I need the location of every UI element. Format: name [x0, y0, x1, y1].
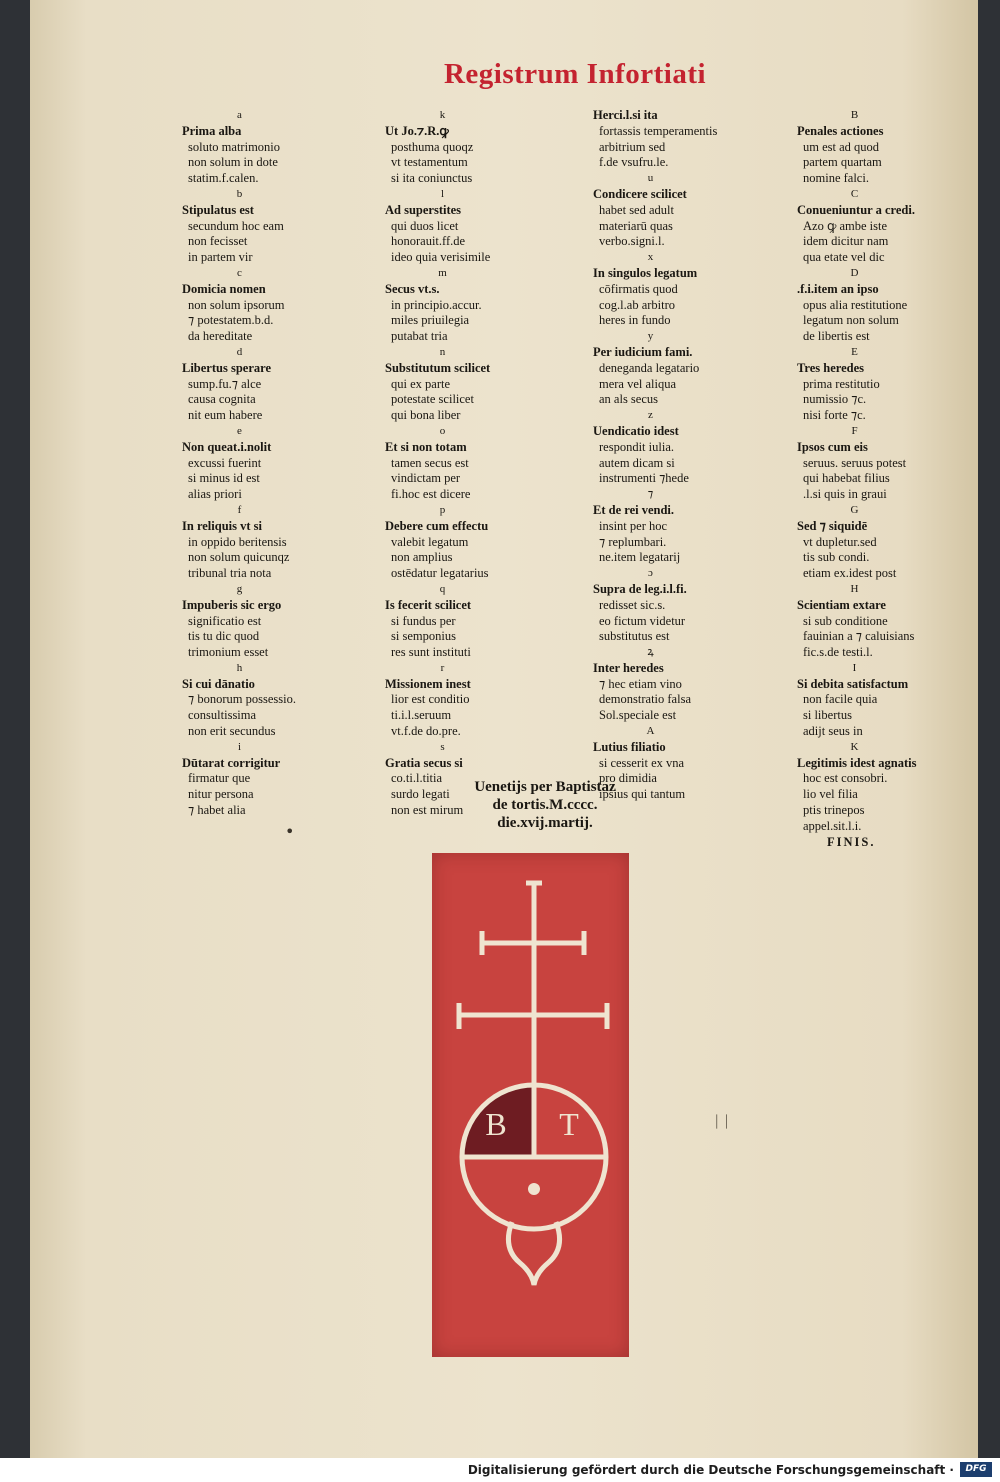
register-entry-line: Prima alba — [182, 123, 242, 138]
register-entry — [182, 661, 357, 740]
register-entry-line: eo fictum videtur — [599, 613, 686, 628]
register-entry-line: nomine falci. — [803, 171, 869, 186]
register-entry-letter: I — [852, 661, 857, 674]
register-entry-line: Stipulatus est — [182, 202, 254, 217]
register-entry-line: posthuma quoqz — [391, 139, 474, 154]
register-entry-letter: C — [850, 187, 859, 200]
register-entry — [797, 266, 972, 345]
register-entry-letter: k — [439, 109, 446, 121]
register-entry-line: Condicere scilicet — [593, 186, 687, 201]
register-entry-line: Herci.l.si ita — [593, 108, 658, 122]
register-entry-line: nit eum habere — [188, 408, 263, 423]
register-entry-line: partem quartam — [803, 155, 882, 170]
register-entry-line: Si debita satisfactum — [797, 676, 909, 691]
register-entry-line: lior est conditio — [391, 692, 470, 707]
register-entry-letter: y — [647, 330, 654, 343]
register-entry-line: Ipsos cum eis — [797, 439, 868, 454]
register-entry-line: arbitrium sed — [599, 139, 666, 154]
register-entry-letter: o — [439, 424, 446, 437]
register-entry-letter: r — [440, 661, 445, 674]
register-entry — [797, 582, 972, 661]
register-entry-line: hoc est consobri. — [803, 771, 888, 786]
register-entry-line: valebit legatum — [391, 534, 469, 549]
book-page — [30, 0, 978, 1458]
register-entry-line: vindictam per — [391, 471, 461, 486]
register-entry-line: .f.i.item an ipso — [797, 281, 879, 296]
register-entry — [797, 740, 972, 835]
register-entry-line: cog.l.ab arbitro — [599, 297, 676, 312]
register-entry-line: non erit secundus — [188, 724, 276, 739]
register-entry-line: ptis trinepos — [803, 803, 865, 818]
register-entry-line: In singulos legatum — [593, 265, 698, 280]
register-column-2 — [385, 108, 560, 819]
register-entry-line: substitutus est — [599, 629, 670, 644]
register-entry — [797, 187, 972, 266]
register-entry-letter: e — [237, 424, 242, 437]
register-entry — [385, 424, 560, 503]
register-entry-line: idem dicitur nam — [803, 234, 889, 249]
register-entry — [385, 582, 560, 661]
register-entry-line: respondit iulia. — [599, 439, 674, 454]
register-entry-letter: i — [237, 740, 242, 753]
register-entry-line: statim.f.calen. — [188, 171, 259, 186]
register-entry-line: fic.s.de testi.l. — [803, 645, 873, 660]
register-entry-letter: u — [647, 172, 654, 185]
register-entry-letter: x — [647, 251, 654, 264]
register-entry — [797, 345, 972, 424]
register-entry-letter: p — [439, 503, 446, 516]
register-entry-line: firmatur que — [188, 771, 251, 786]
register-entry-letter: m — [438, 266, 447, 279]
register-entry-line: ostēdatur legatarius — [391, 566, 489, 581]
register-entry — [182, 740, 357, 819]
register-entry-line: sump.fu.⁊ alce — [188, 376, 262, 391]
register-entry-line: si semponius — [391, 629, 456, 644]
register-entry — [182, 266, 357, 345]
register-entry-line: ⁊ hec etiam vino — [599, 676, 682, 691]
register-entry-line: vt.f.de do.pre. — [391, 724, 461, 739]
colophon-line: die.xvij.martij. — [497, 815, 593, 831]
register-entry-line: ⁊ potestatem.b.d. — [188, 313, 274, 328]
register-entry-line: Ut Jo.⁊.R.ꝙ — [385, 123, 449, 138]
funding-notice: Digitalisierung gefördert durch die Deutsche Forschungsgemeinschaft · — [467, 1463, 954, 1477]
register-entry-line: si sub conditione — [803, 613, 888, 628]
register-entry-line: mera vel aliqua — [599, 376, 677, 391]
register-entry — [385, 108, 560, 187]
register-entry-letter: s — [440, 740, 445, 753]
register-entry — [797, 424, 972, 503]
register-entry-line: non solum in dote — [188, 155, 278, 170]
register-entry-line: f.de vsufru.le. — [599, 155, 669, 170]
register-entry-line: redisset sic.s. — [599, 597, 666, 612]
register-entry-line: surdo legati — [391, 787, 450, 802]
register-entry-letter: H — [850, 582, 859, 595]
register-entry-letter: G — [850, 503, 859, 516]
register-entry-line: Si cui dānatio — [182, 676, 255, 691]
register-entry-line: Per iudicium fami. — [593, 344, 693, 359]
register-entry-line: seruus. seruus potest — [803, 455, 907, 470]
register-entry-line: tis tu dic quod — [188, 629, 260, 644]
register-entry-line: Uendicatio idest — [593, 423, 679, 438]
register-entry — [593, 645, 768, 724]
printers-mark — [432, 853, 629, 1357]
register-entry-line: Supra de leg.i.l.fi. — [593, 581, 687, 596]
register-entry-letter: a — [237, 109, 242, 121]
register-entry-line: appel.sit.l.i. — [803, 818, 862, 833]
register-entry-line: Is fecerit scilicet — [385, 597, 472, 612]
register-entry — [593, 250, 768, 329]
register-entry-line: vt dupletur.sed — [803, 534, 877, 549]
register-entry-line: non facile quia — [803, 692, 878, 707]
colophon-line: Uenetijs per Baptistaz — [474, 779, 616, 795]
register-entry-line: Sol.speciale est — [599, 708, 677, 723]
register-entry-line: non solum quicunqz — [188, 550, 290, 565]
register-entry-line: qua etate vel dic — [803, 250, 885, 265]
register-entry-line: opus alia restitutione — [803, 297, 908, 312]
register-entry-line: si ita coniunctus — [391, 171, 473, 186]
register-entry-line: Libertus sperare — [182, 360, 271, 375]
register-entry-letter: g — [236, 582, 243, 595]
register-entry-line: putabat tria — [391, 329, 448, 344]
register-entry — [385, 661, 560, 740]
colophon — [435, 778, 655, 832]
register-entry-letter: d — [236, 345, 243, 358]
register-entry — [182, 345, 357, 424]
register-entry-line: ipsius qui tantum — [599, 787, 686, 802]
register-entry — [385, 345, 560, 424]
register-entry — [593, 171, 768, 250]
register-entry-letter: ⁊ — [647, 488, 654, 501]
finis-mark: FINIS. — [827, 834, 876, 849]
register-entry — [593, 108, 768, 171]
register-entry — [797, 503, 972, 582]
dfg-logo: DFG — [960, 1462, 992, 1477]
register-entry-line: Penales actiones — [797, 123, 884, 138]
register-entry — [797, 108, 972, 187]
register-entry-line: da hereditate — [188, 329, 253, 344]
register-entry-line: cōfirmatis quod — [599, 281, 678, 296]
register-entry-line: pro dimidia — [599, 771, 657, 786]
register-entry-line: Et si non totam — [385, 439, 467, 454]
register-entry-line: trimonium esset — [188, 645, 269, 660]
register-entry-line: Inter heredes — [593, 660, 664, 675]
register-entry-line: Lutius filiatio — [593, 739, 666, 754]
register-entry-line: instrumenti ⁊hede — [599, 471, 689, 486]
register-entry-line: materiarū quas — [599, 218, 673, 233]
register-entry-line: In reliquis vt si — [182, 518, 262, 533]
register-column-4 — [797, 108, 972, 850]
register-entry-line: numissio ⁊c. — [803, 392, 867, 407]
register-entry-line: qui habebat filius — [803, 471, 890, 486]
register-entry-line: prima restitutio — [803, 376, 880, 391]
register-entry-line: miles priuilegia — [391, 313, 470, 328]
register-entry — [182, 582, 357, 661]
register-entry-line: tamen secus est — [391, 455, 469, 470]
register-entry-line: nisi forte ⁊c. — [803, 408, 866, 423]
register-entry-letter: F — [851, 424, 858, 437]
register-entry-line: demonstratio falsa — [599, 692, 691, 707]
register-entry-line: Debere cum effectu — [385, 518, 489, 533]
register-entry-line: ti.i.l.seruum — [391, 708, 452, 723]
register-entry-line: .l.si quis in graui — [803, 487, 887, 502]
register-entry-letter: q — [439, 582, 446, 595]
register-entry-letter: E — [851, 345, 858, 358]
printers-mark-device — [432, 853, 629, 1357]
register-entry-line: Sed ⁊ siquidē — [797, 518, 868, 533]
register-entry-line: fi.hoc est dicere — [391, 487, 471, 502]
register-entry-line: excussi fuerint — [188, 455, 262, 470]
register-entry — [182, 503, 357, 582]
register-entry-line: ⁊ habet alia — [188, 803, 246, 818]
register-entry-line: etiam ex.idest post — [803, 566, 897, 581]
register-entry-line: legatum non solum — [803, 313, 899, 328]
register-entry-line: ⁊ bonorum possessio. — [188, 692, 296, 707]
register-entry-line: qui ex parte — [391, 376, 451, 391]
register-entry-line: adijt seus in — [803, 724, 863, 739]
register-entry-letter: ꝝ — [647, 646, 654, 659]
register-entry-letter: f — [237, 503, 242, 516]
register-entry-line: si libertus — [803, 708, 852, 723]
register-entry-line: in partem vir — [188, 250, 253, 265]
register-entry-line: non fecisset — [188, 234, 248, 249]
register-entry-line: lio vel filia — [803, 787, 858, 802]
register-entry-line: honorauit.ff.de — [391, 234, 466, 249]
register-entry-letter: n — [439, 345, 446, 358]
register-entry-line: autem dicam si — [599, 455, 675, 470]
register-entry-line: ideo quia verisimile — [391, 250, 491, 265]
register-column-3 — [593, 108, 768, 803]
register-entry-letter: K — [850, 740, 859, 753]
register-entry — [593, 566, 768, 645]
register-entry-letter: ɔ — [648, 567, 653, 580]
register-entry — [593, 408, 768, 487]
printers-mark-initial-right: T — [559, 1106, 579, 1142]
register-entry-line: si cesserit ex vna — [599, 755, 685, 770]
register-entry-line: potestate scilicet — [391, 392, 474, 407]
register-entry-line: Impuberis sic ergo — [182, 597, 282, 612]
register-entry-line: in oppido beritensis — [188, 534, 287, 549]
register-entry-line: ⁊ replumbari. — [599, 534, 667, 549]
register-entry-line: Et de rei vendi. — [593, 502, 675, 517]
register-entry-line: deneganda legatario — [599, 360, 700, 375]
ink-mark: ᛁᛁ — [712, 1112, 732, 1131]
register-entry — [797, 661, 972, 740]
page-title: Registrum Infortiati — [443, 58, 707, 90]
register-entry-line: Gratia secus si — [385, 755, 463, 770]
register-entry-line: fauinian a ⁊ caluisians — [803, 629, 915, 644]
register-entry-line: alias priori — [188, 487, 242, 502]
register-entry-letter: z — [648, 409, 653, 422]
register-entry — [182, 108, 357, 187]
register-entry-line: um est ad quod — [803, 139, 880, 154]
register-entry-line: Secus vt.s. — [385, 281, 440, 296]
register-entry-line: Legitimis idest agnatis — [797, 755, 917, 770]
register-entry-line: de libertis est — [803, 329, 870, 344]
register-entry-line: co.ti.l.titia — [391, 771, 443, 786]
printers-mark-initial-left: B — [485, 1106, 507, 1142]
register-entry-line: in principio.accur. — [391, 297, 482, 312]
register-entry-line: res sunt instituti — [391, 645, 471, 660]
ink-mark: • — [285, 822, 295, 841]
register-entry-line: secundum hoc eam — [188, 218, 284, 233]
register-entry — [385, 503, 560, 582]
register-entry-line: Tres heredes — [797, 360, 865, 375]
register-entry-line: Non queat.i.nolit — [182, 439, 272, 454]
register-entry-line: habet sed adult — [599, 202, 674, 217]
register-entry-letter: h — [236, 661, 243, 674]
register-entry-letter: D — [850, 266, 859, 279]
register-entry-line: qui duos licet — [391, 218, 459, 233]
register-entry-letter: B — [850, 109, 859, 121]
register-entry-letter: c — [237, 266, 242, 279]
register-entry-line: non amplius — [391, 550, 453, 565]
colophon-line: de tortis.M.cccc. — [492, 797, 598, 813]
register-entry-line: an als secus — [599, 392, 659, 407]
register-column-1 — [182, 108, 357, 819]
register-entry-line: nitur persona — [188, 787, 254, 802]
register-entry-line: fortassis temperamentis — [599, 123, 718, 138]
register-entry-line: Domicia nomen — [182, 281, 266, 296]
register-entry — [182, 187, 357, 266]
register-entry — [385, 187, 560, 266]
register-entry-line: Conueniuntur a credi. — [797, 202, 915, 217]
register-entry — [385, 266, 560, 345]
register-entry-line: Scientiam extare — [797, 597, 886, 612]
register-entry-line: Azo ꝙ ambe iste — [803, 218, 888, 233]
register-entry-letter: A — [646, 725, 655, 738]
register-entry-line: vt testamentum — [391, 155, 468, 170]
register-entry-line: non solum ipsorum — [188, 297, 285, 312]
register-entry-line: insint per hoc — [599, 518, 668, 533]
register-entry-line: si fundus per — [391, 613, 456, 628]
footer-bar — [0, 1458, 1000, 1482]
register-entry-line: soluto matrimonio — [188, 139, 281, 154]
register-entry-line: non est mirum — [391, 803, 464, 818]
register-entry-letter: b — [236, 187, 243, 200]
register-entry-line: causa cognita — [188, 392, 256, 407]
register-entry-line: consultissima — [188, 708, 257, 723]
register-entry-line: Substitutum scilicet — [385, 360, 491, 375]
register-entry-line: tis sub condi. — [803, 550, 870, 565]
register-entry-line: Dūtarat corrigitur — [182, 755, 281, 770]
register-entry-line: tribunal tria nota — [188, 566, 272, 581]
register-entry-letter: l — [440, 187, 445, 200]
register-entry-line: verbo.signi.l. — [599, 234, 665, 249]
register-entry-line: Ad superstites — [385, 202, 462, 217]
register-entry — [593, 329, 768, 408]
register-entry — [593, 487, 768, 566]
register-entry — [182, 424, 357, 503]
register-entry-line: si minus id est — [188, 471, 260, 486]
register-entry-line: qui bona liber — [391, 408, 461, 423]
register-entry-line: heres in fundo — [599, 313, 671, 328]
register-entry-line: Missionem inest — [385, 676, 471, 691]
register-entry-line: significatio est — [188, 613, 262, 628]
register-entry-line: ne.item legatarij — [599, 550, 681, 565]
